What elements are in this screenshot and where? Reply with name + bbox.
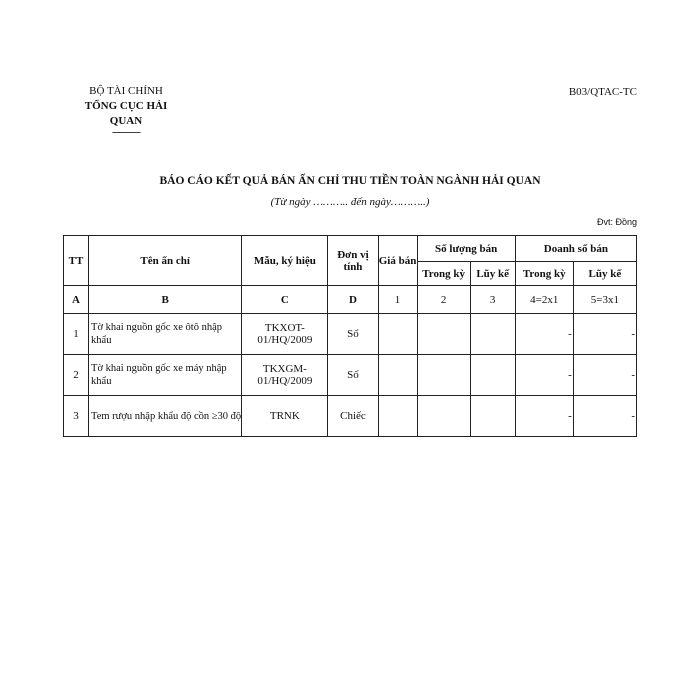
table-row	[64, 314, 637, 355]
column-code: 4=2x1	[515, 286, 573, 314]
header-unit: Đơn vị tính	[328, 236, 378, 286]
table-row	[64, 355, 637, 396]
header-symbol: Mẫu, ký hiệu	[242, 236, 328, 286]
row-price	[378, 396, 417, 437]
form-code: B03/QTAC-TC	[568, 86, 637, 98]
row-unit: Số	[328, 314, 378, 355]
row-rev-period: -	[515, 396, 573, 437]
column-code-row	[64, 286, 637, 314]
header-quantity-period: Trong kỳ	[417, 262, 470, 286]
row-qty-cumulative	[470, 355, 515, 396]
row-tt: 1	[64, 314, 89, 355]
row-qty-period	[417, 396, 470, 437]
header-revenue-cumulative: Lũy kế	[573, 262, 636, 286]
report-period: (Từ ngày ……….. đến ngày………..)	[270, 196, 430, 208]
row-tt: 3	[64, 396, 89, 437]
column-code: C	[242, 286, 328, 314]
column-code: A	[64, 286, 89, 314]
sales-report-table	[63, 235, 637, 437]
row-name: Tờ khai nguồn gốc xe ôtô nhập khẩu	[89, 314, 242, 355]
row-unit: Chiếc	[328, 396, 378, 437]
row-rev-cumulative: -	[573, 396, 636, 437]
column-code: 3	[470, 286, 515, 314]
row-symbol: TKXGM-01/HQ/2009	[242, 355, 328, 396]
column-code: D	[328, 286, 378, 314]
row-rev-period: -	[515, 314, 573, 355]
row-rev-cumulative: -	[573, 314, 636, 355]
row-price	[378, 314, 417, 355]
report-title: BÁO CÁO KẾT QUẢ BÁN ẤN CHỈ THU TIỀN TOÀN NGÀNH HẢI QUAN	[159, 175, 541, 187]
row-symbol: TRNK	[242, 396, 328, 437]
row-qty-cumulative	[470, 314, 515, 355]
header-tt: TT	[64, 236, 89, 286]
ministry-name: BỘ TÀI CHÍNH	[89, 85, 163, 97]
row-qty-cumulative	[470, 396, 515, 437]
row-rev-cumulative: -	[573, 355, 636, 396]
currency-unit: Đvt: Đồng	[596, 217, 637, 227]
header-name: Tên ấn chỉ	[89, 236, 242, 286]
row-rev-period: -	[515, 355, 573, 396]
row-qty-period	[417, 355, 470, 396]
header-quantity: Số lượng bán	[417, 236, 515, 262]
column-code: B	[89, 286, 242, 314]
row-tt: 2	[64, 355, 89, 396]
issuing-organization	[72, 84, 180, 137]
row-name: Tem rượu nhập khẩu độ cồn ≥30 độ	[89, 396, 242, 437]
header-rule: ------------	[112, 127, 140, 138]
department-name: TỔNG CỤC HẢI QUAN	[84, 100, 168, 127]
header-revenue-period: Trong kỳ	[515, 262, 573, 286]
row-name: Tờ khai nguồn gốc xe máy nhập khẩu	[89, 355, 242, 396]
column-code: 1	[378, 286, 417, 314]
column-code: 5=3x1	[573, 286, 636, 314]
row-unit: Số	[328, 355, 378, 396]
header-revenue: Doanh số bán	[515, 236, 636, 262]
column-code: 2	[417, 286, 470, 314]
table-row	[64, 396, 637, 437]
row-symbol: TKXOT-01/HQ/2009	[242, 314, 328, 355]
row-qty-period	[417, 314, 470, 355]
header-quantity-cumulative: Lũy kế	[470, 262, 515, 286]
row-price	[378, 355, 417, 396]
header-price: Giá bán	[378, 236, 417, 286]
